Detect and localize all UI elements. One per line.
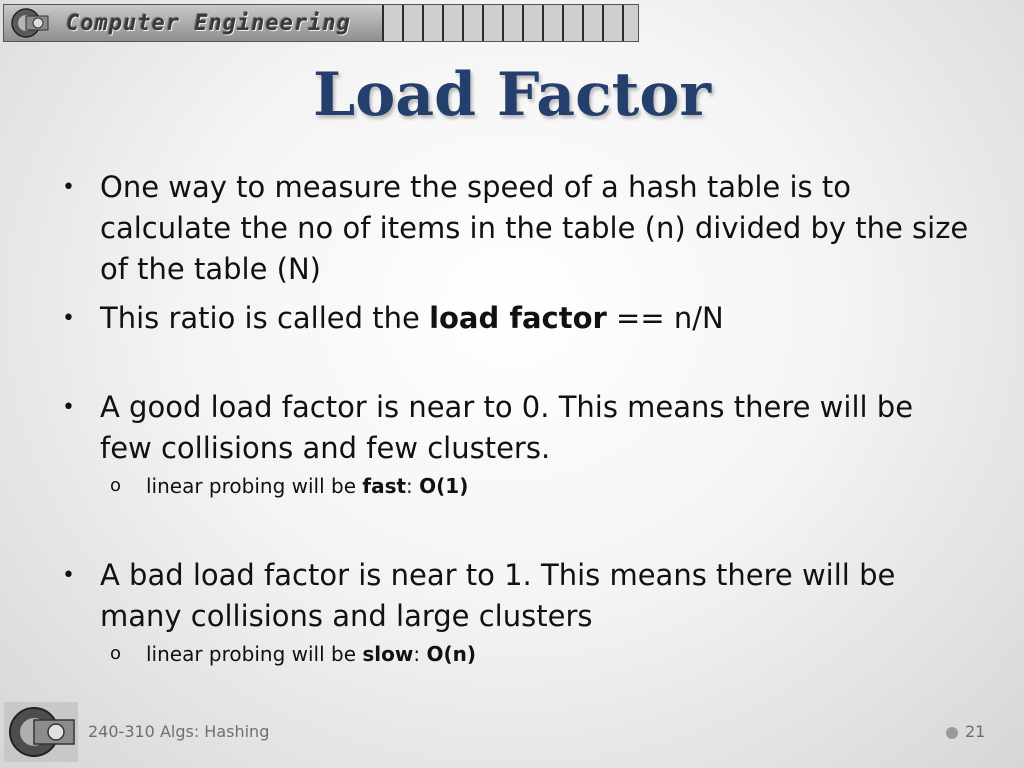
sub-bullet-item [62, 471, 972, 501]
bullet-text-prefix: This ratio is called the [100, 301, 430, 335]
sub-bullet-complexity: O(1) [419, 474, 469, 498]
sub-bullet-bold: slow [362, 642, 414, 666]
bullet-text: A bad load factor is near to 1. This means there will be many collisions and large clusters [100, 558, 896, 633]
footer-dot [946, 727, 958, 739]
sub-bullet-bold: fast [362, 474, 407, 498]
bullet-item [62, 387, 972, 469]
banner-title: Computer Engineering [66, 11, 351, 36]
bullet-text: One way to measure the speed of a hash table is to calculate the no of items in the table (n) divided by the size of the table (N) [100, 170, 969, 286]
slide-title: Load Factor [313, 60, 711, 130]
sub-bullet-prefix: linear probing will be [146, 474, 363, 498]
bullet-text: A good load factor is near to 0. This means there will be few collisions and few clusters. [100, 390, 914, 465]
sub-bullet-marker: o [110, 475, 122, 496]
header-banner [3, 4, 639, 42]
sub-bullet-prefix: linear probing will be [146, 642, 363, 666]
sub-bullet-complexity: O(n) [426, 642, 476, 666]
bullet-dot: • [62, 175, 75, 200]
ce-logo-icon [8, 7, 52, 39]
sub-bullet-item [62, 639, 972, 669]
bullet-text-suffix: == n/N [606, 301, 724, 335]
bullet-dot: • [62, 395, 75, 420]
bullet-item [62, 167, 972, 290]
bullet-dot: • [62, 563, 75, 588]
bullet-dot: • [62, 306, 75, 331]
slide-content [62, 167, 972, 669]
page-number: 21 [965, 722, 986, 741]
banner-stripes [382, 5, 639, 41]
bullet-item [62, 298, 972, 339]
footer-logo-icon [4, 702, 78, 762]
sub-bullet-sep: : [413, 642, 427, 666]
sub-bullet-sep: : [406, 474, 420, 498]
bullet-bold-term: load factor [429, 301, 607, 335]
sub-bullet-marker: o [110, 643, 122, 664]
bullet-item [62, 555, 972, 637]
footer-course: 240-310 Algs: Hashing [88, 722, 270, 741]
